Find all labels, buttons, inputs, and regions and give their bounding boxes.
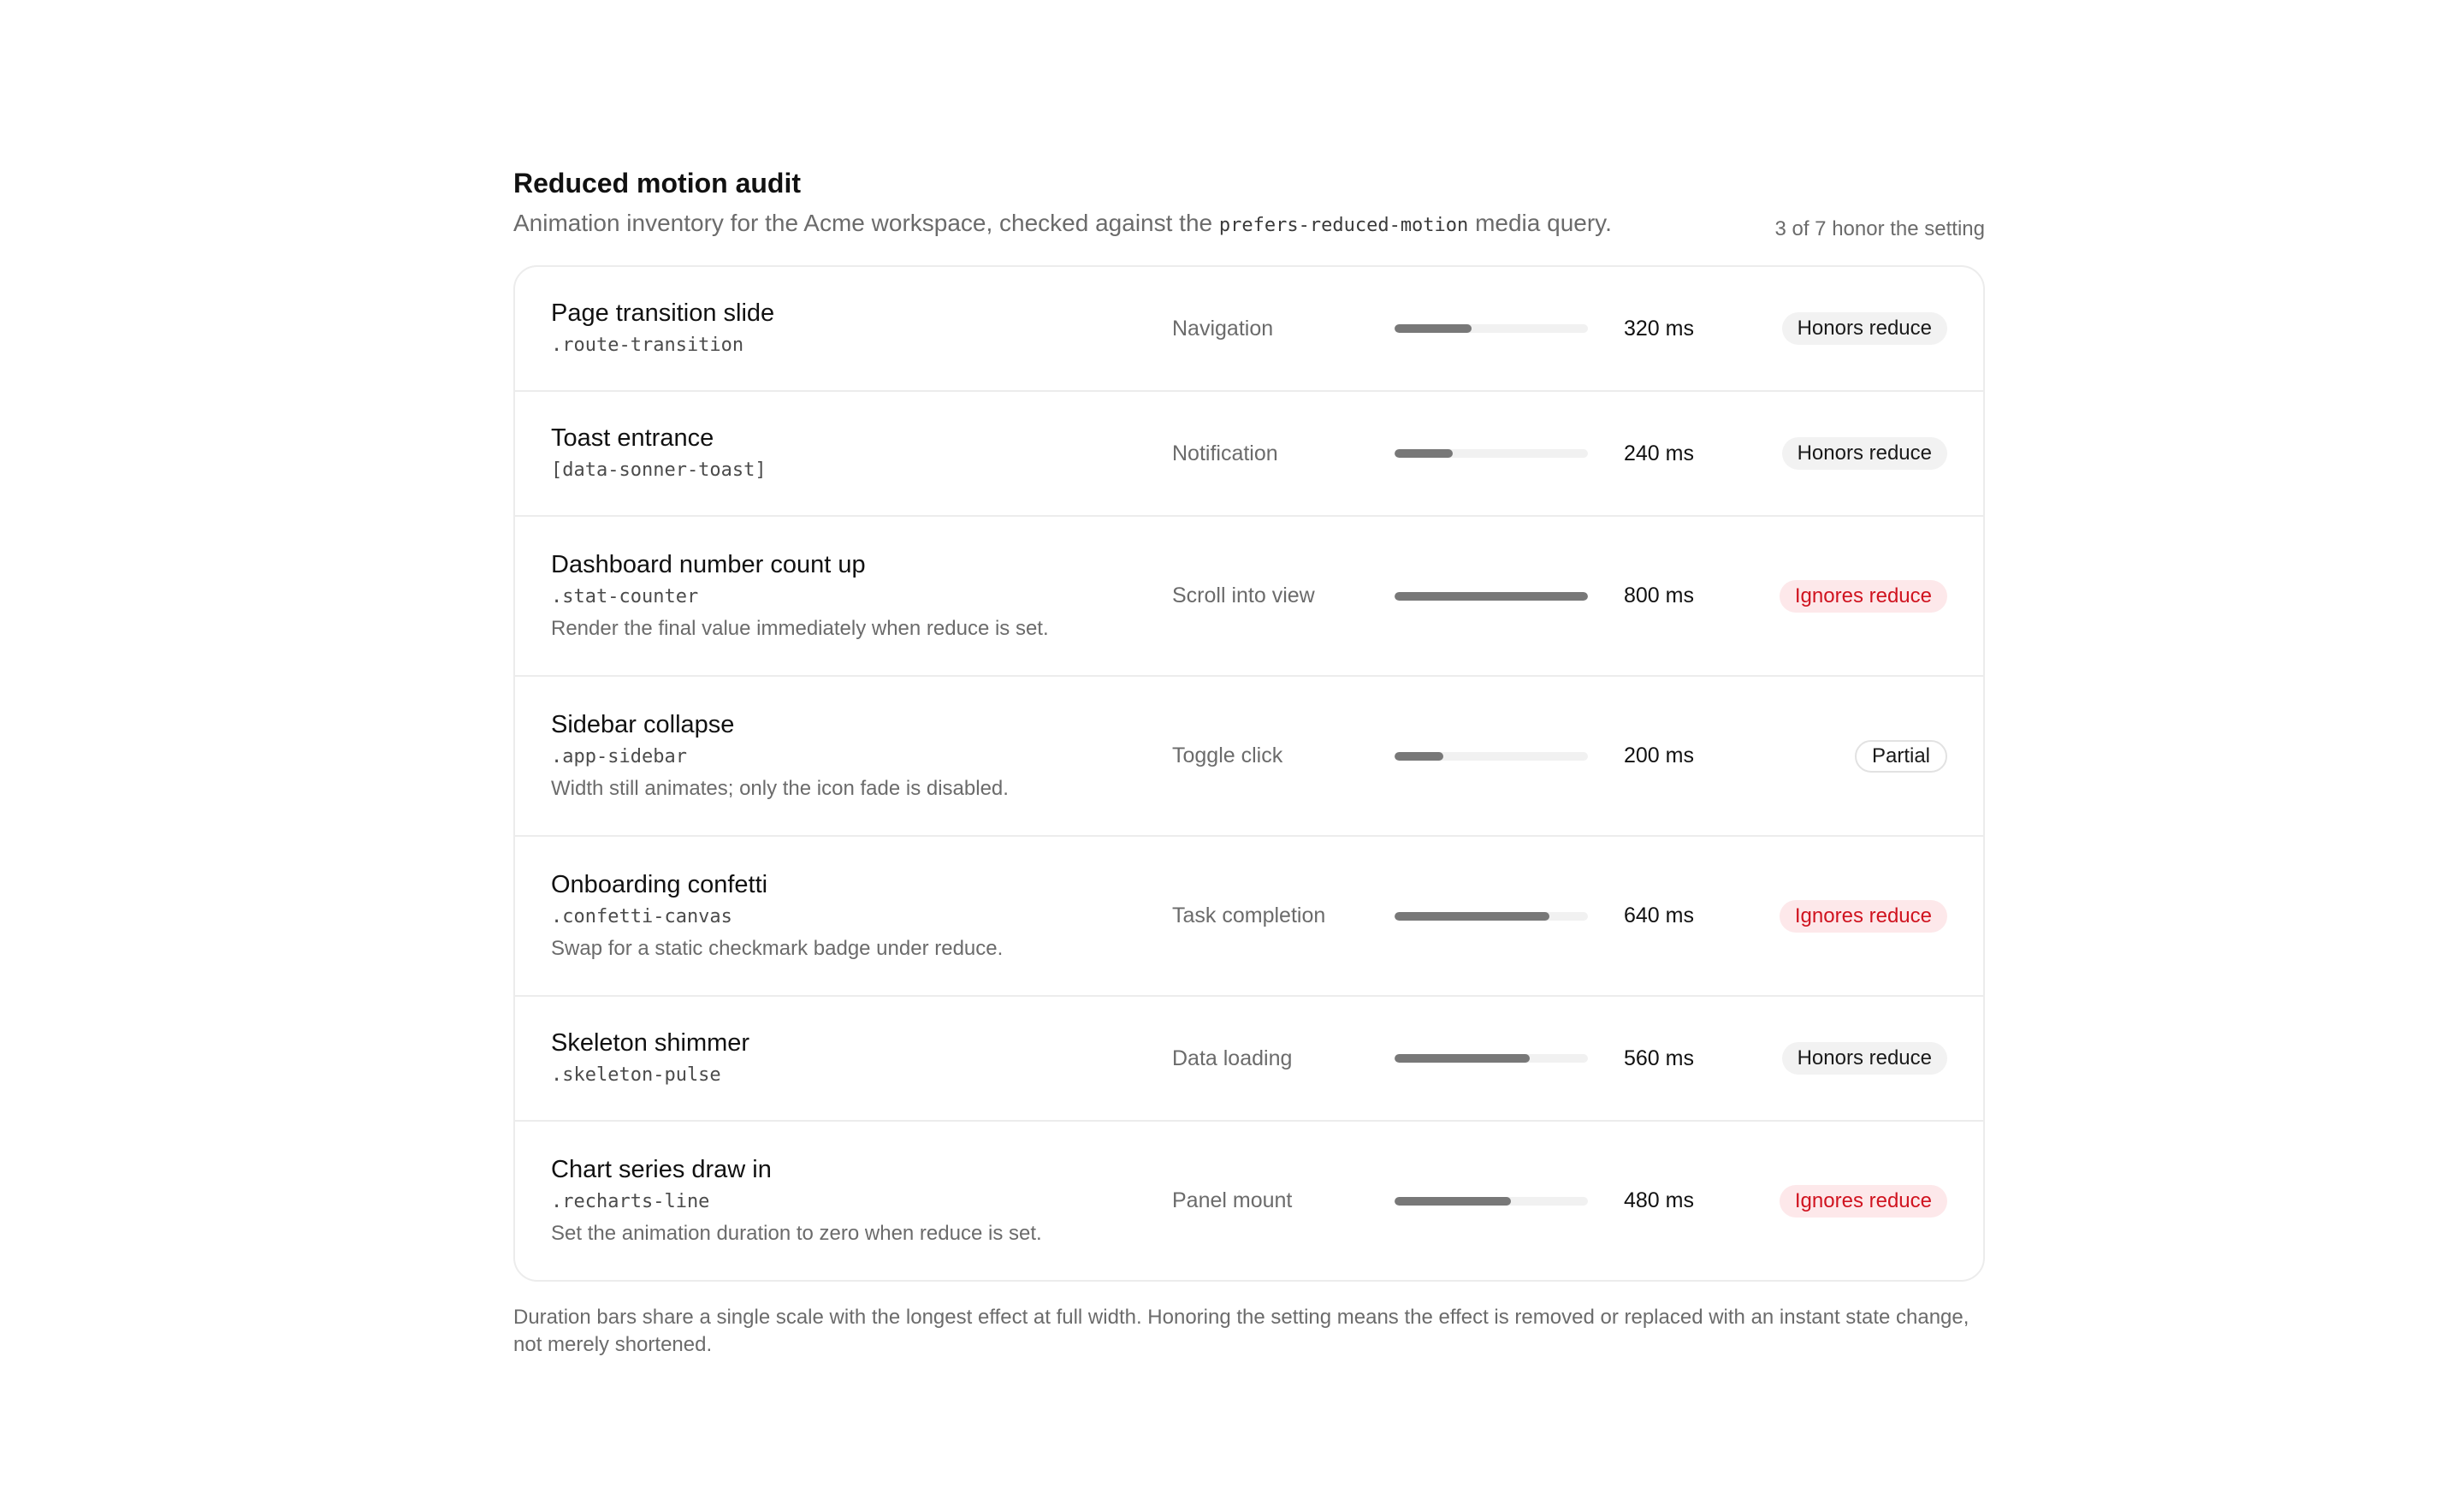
animation-note: Render the final value immediately when reduce is set.	[551, 616, 1049, 640]
animation-row	[515, 515, 1983, 675]
status-cell	[1744, 900, 1947, 933]
duration-value: 560 ms	[1624, 1046, 1694, 1070]
duration-value: 800 ms	[1624, 584, 1694, 607]
duration-value: 640 ms	[1624, 904, 1694, 927]
animation-note: Set the animation duration to zero when reduce is set.	[551, 1221, 1042, 1245]
animation-info	[551, 1027, 1172, 1090]
audit-panel	[513, 166, 1985, 1359]
animation-selector: .recharts-line	[551, 1190, 710, 1212]
status-badge: Ignores reduce	[1780, 900, 1947, 933]
subtitle-text-after: media query.	[1468, 210, 1612, 236]
page-subtitle	[513, 207, 1985, 242]
status-badge: Honors reduce	[1782, 312, 1947, 345]
footnote: Duration bars share a single scale with the longest effect at full width. Honoring the setting means the effect is removed or replaced with an instant state change, not merely shortened.	[513, 1306, 1969, 1356]
duration-bar-fill	[1395, 912, 1549, 921]
animation-row	[515, 390, 1983, 515]
duration-value: 320 ms	[1624, 316, 1694, 341]
duration-value: 200 ms	[1624, 744, 1694, 767]
animation-note: Swap for a static checkmark badge under reduce.	[551, 936, 1004, 960]
animation-name: Toast entrance	[551, 424, 714, 452]
animation-name: Onboarding confetti	[551, 870, 768, 898]
page-title: Reduced motion audit	[513, 168, 801, 198]
duration-bar	[1395, 324, 1588, 333]
animation-trigger: Data loading	[1172, 1046, 1293, 1070]
status-badge: Honors reduce	[1782, 1042, 1947, 1075]
animation-row	[515, 267, 1983, 390]
animation-trigger: Scroll into view	[1172, 584, 1315, 607]
animation-row	[515, 675, 1983, 835]
status-cell	[1744, 740, 1947, 773]
animation-selector: .skeleton-pulse	[551, 1064, 721, 1086]
status-cell	[1744, 1042, 1947, 1075]
duration-bar	[1395, 912, 1588, 921]
animation-name: Dashboard number count up	[551, 550, 866, 578]
animation-trigger: Toggle click	[1172, 744, 1283, 767]
animation-selector: .confetti-canvas	[551, 905, 732, 927]
status-cell	[1744, 1185, 1947, 1218]
duration-bar-fill	[1395, 752, 1443, 761]
animation-name: Chart series draw in	[551, 1155, 772, 1183]
duration-bar-fill	[1395, 324, 1472, 333]
duration-bar-fill	[1395, 1054, 1530, 1063]
duration-bar	[1395, 592, 1588, 601]
animation-trigger: Notification	[1172, 441, 1278, 465]
status-cell	[1744, 580, 1947, 613]
animation-info	[551, 422, 1172, 485]
animation-trigger: Task completion	[1172, 904, 1326, 927]
animation-name: Sidebar collapse	[551, 710, 735, 738]
honor-summary: 3 of 7 honor the setting	[1774, 217, 1985, 240]
animation-selector: .route-transition	[551, 335, 744, 356]
duration-bar	[1395, 1054, 1588, 1063]
animation-info	[551, 297, 1172, 360]
animation-note: Width still animates; only the icon fade is disabled.	[551, 776, 1009, 800]
animation-name: Page transition slide	[551, 299, 775, 327]
status-cell	[1744, 312, 1947, 345]
duration-bar	[1395, 752, 1588, 761]
animation-info	[551, 1153, 1172, 1249]
duration-bar-fill	[1395, 1197, 1511, 1206]
animation-name: Skeleton shimmer	[551, 1029, 750, 1057]
animation-selector: [data-sonner-toast]	[551, 459, 767, 481]
animation-row	[515, 835, 1983, 995]
subtitle-text-before: Animation inventory for the Acme workspace, checked against the	[513, 210, 1219, 236]
duration-bar	[1395, 1197, 1588, 1206]
animation-row	[515, 1120, 1983, 1280]
audit-header	[513, 166, 1985, 245]
media-query-code: prefers-reduced-motion	[1218, 215, 1469, 236]
status-badge: Honors reduce	[1782, 437, 1947, 470]
status-badge: Ignores reduce	[1780, 1185, 1947, 1218]
duration-bar	[1395, 449, 1588, 458]
duration-bar-fill	[1395, 449, 1453, 458]
status-cell	[1744, 437, 1947, 470]
animation-row	[515, 995, 1983, 1120]
status-badge: Ignores reduce	[1780, 580, 1947, 613]
animation-info	[551, 868, 1172, 964]
animation-trigger: Navigation	[1172, 316, 1274, 341]
animation-inventory-table	[513, 265, 1985, 1282]
animation-selector: .stat-counter	[551, 585, 699, 607]
duration-bar-fill	[1395, 592, 1588, 601]
animation-info	[551, 708, 1172, 804]
animation-trigger: Panel mount	[1172, 1188, 1293, 1212]
duration-value: 240 ms	[1624, 441, 1694, 465]
duration-value: 480 ms	[1624, 1188, 1694, 1212]
status-badge: Partial	[1855, 740, 1947, 773]
animation-selector: .app-sidebar	[551, 745, 687, 767]
animation-info	[551, 548, 1172, 644]
